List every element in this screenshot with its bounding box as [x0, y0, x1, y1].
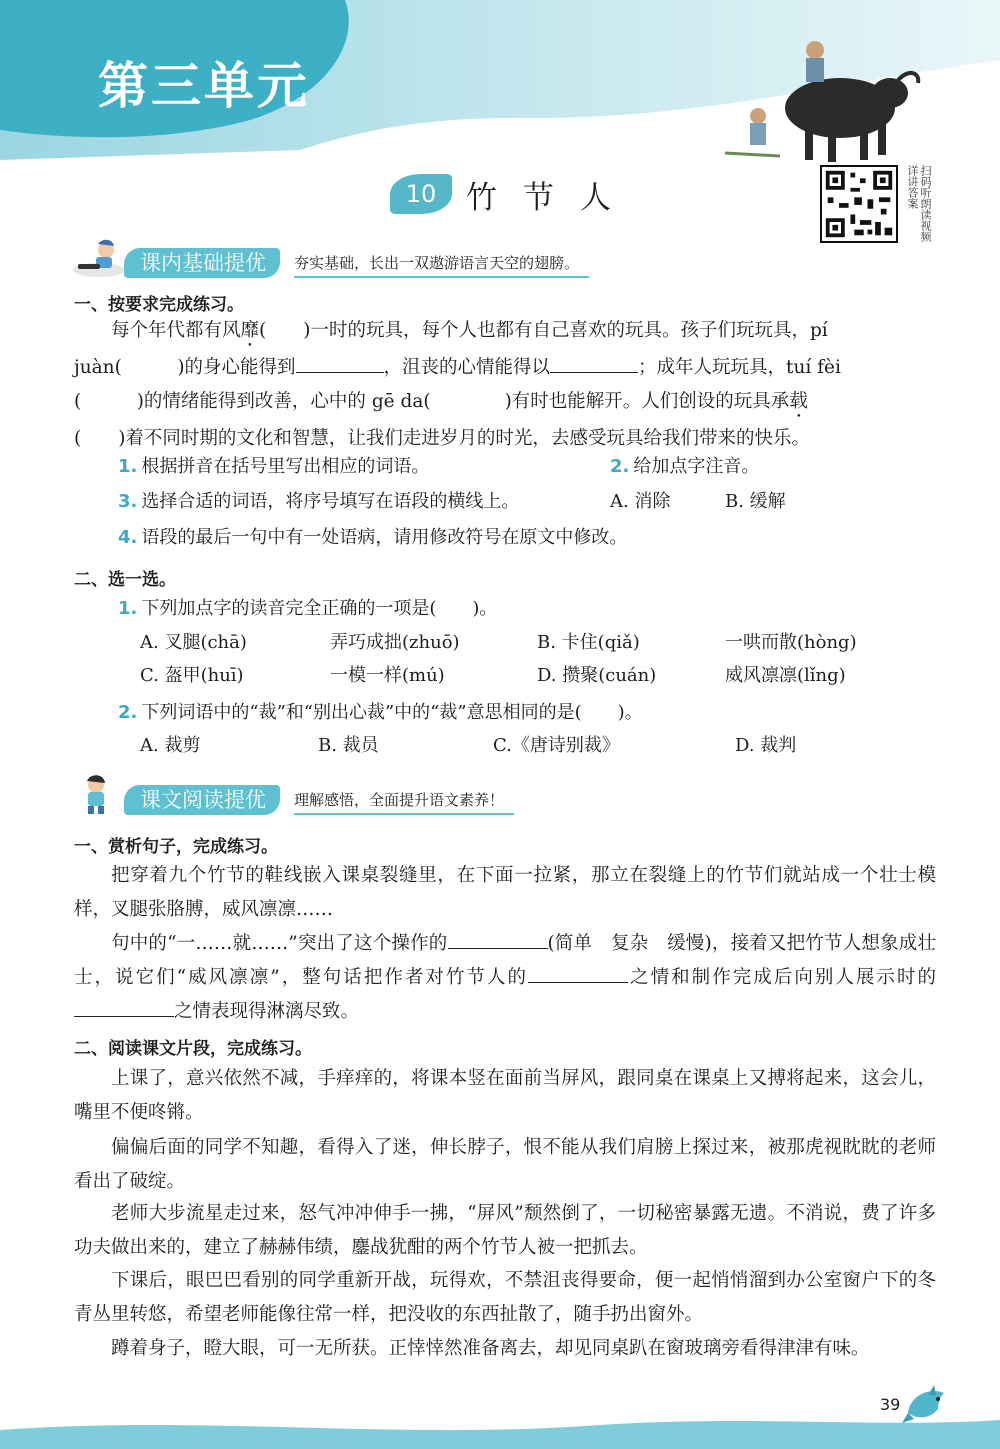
option-c[interactable]: C. 盔甲(huī) — [140, 665, 244, 686]
question-text: 语段的最后一句中有一处语病，请用修改符号在原文中修改。 — [141, 527, 628, 548]
option-a-2: 弄巧成拙(zhuō) — [330, 632, 460, 653]
reading-paragraph: 偏偏后面的同学不知趣，看得入了迷，伸长脖子，恨不能从我们肩膀上探过来，被那虎视眈眈的老师看出了破绽。 — [74, 1137, 936, 1192]
option-a[interactable]: A. 消除 — [610, 491, 671, 512]
question-text: 下列加点字的读音完全正确的一项是( )。 — [141, 598, 498, 619]
reading-paragraph: 下课后，眼巴巴看别的同学重新开战，玩得欢，不禁沮丧得要命，便一起悄悄溜到办公室窗户下的冬青丛里转悠，希望老师能像往常一样，把没收的东西扯散了，随手扔出窗外。 — [74, 1270, 936, 1325]
answer-blank[interactable] — [296, 351, 384, 373]
lesson-title — [390, 172, 637, 216]
option-b[interactable]: B. 卡住(qiǎ) — [537, 632, 640, 653]
exercise-heading: 一、按要求完成练习。 — [74, 295, 244, 315]
question-number: 2. — [118, 702, 138, 723]
buffalo-illustration-icon — [720, 28, 925, 168]
question-number: 2. — [610, 456, 630, 477]
section-banner-reading — [70, 775, 514, 815]
reading-paragraph: 蹲着身子，瞪大眼，可一无所获。正悻悻然准备离去，却见同桌趴在窗玻璃旁看得津津有味。 — [111, 1338, 870, 1359]
question-item — [118, 525, 627, 551]
answer-blank[interactable] — [74, 995, 174, 1017]
unit-title: 第三单元 — [98, 57, 310, 115]
question-item — [118, 596, 497, 622]
section-banner-basics — [70, 238, 589, 278]
passage-text: (简单 复杂 缓慢)，接着又把竹节人想象成壮士，说它们“威风凛凛”，整句话把作者对竹节人的 — [74, 933, 937, 988]
quoted-sentence: 把穿着九个竹节的鞋线嵌入课桌裂缝里，在下面一拉紧，那立在裂缝上的竹节们就站成一个壮士模样，叉腿张胳膊，威风凛凛…… — [74, 865, 936, 920]
question-item — [118, 454, 429, 480]
section-label-basics: 课内基础提优 — [124, 248, 280, 278]
lesson-name: 竹节人 — [466, 179, 637, 216]
mascot-icon — [70, 238, 128, 278]
answer-blank[interactable] — [528, 961, 628, 983]
reading-paragraph: 上课了，意兴依然不减，手痒痒的，将课本竖在面前当屏风，跟同桌在课桌上又搏将起来，这会儿，嘴里不便咚锵。 — [74, 1068, 936, 1123]
question-item — [610, 454, 759, 480]
qr-code-icon[interactable] — [820, 165, 898, 243]
section-label-reading: 课文阅读提优 — [124, 785, 280, 815]
option-b[interactable]: B. 缓解 — [725, 491, 786, 512]
question-text: 下列词语中的“裁”和“别出心裁”中的“裁”意思相同的是( )。 — [141, 702, 643, 723]
lesson-number: 10 — [390, 174, 452, 214]
question-number: 1. — [118, 598, 138, 619]
option-a[interactable]: A. 叉腿(chā) — [140, 632, 247, 653]
passage-text: ( )着不同时期的文化和智慧，让我们走进岁月的时光，去感受玩具给我们带来的快乐。 — [74, 428, 810, 449]
question-number: 3. — [118, 491, 138, 512]
page-number: 39 — [880, 1395, 901, 1414]
exercise-heading: 一、赏析句子，完成练习。 — [74, 837, 278, 857]
exercise-passage — [74, 314, 936, 456]
answer-blank[interactable] — [550, 351, 638, 373]
passage-text: 之情表现得淋漓尽致。 — [174, 1001, 360, 1022]
analysis-paragraph — [74, 927, 936, 1029]
exercise-heading: 二、选一选。 — [74, 570, 176, 590]
question-text: 选择合适的词语，将序号填写在语段的横线上。 — [141, 491, 520, 512]
passage-text: ，沮丧的心情能得以 — [383, 357, 551, 378]
mascot-icon — [70, 775, 128, 815]
option-c-2: 一模一样(mú) — [330, 665, 445, 686]
passage-text: 句中的“一……就……”突出了这个操作的 — [111, 933, 448, 954]
passage-text: juàn( )的身心能得到 — [74, 357, 296, 378]
option-d-2: 威风凛凛(lǐng) — [725, 665, 846, 686]
option-c[interactable]: C.《唐诗别裁》 — [493, 735, 620, 756]
option-d[interactable]: D. 裁判 — [735, 735, 797, 756]
passage-text: ；成年人玩玩具，tuí fèi — [638, 357, 841, 378]
reading-paragraph: 老师大步流星走过来，怒气冲冲伸手一拂，“屏风”颓然倒了，一切秘密暴露无遗。不消说，费了许多功夫做出来的，建立了赫赫伟绩，鏖战犹酣的两个竹节人被一把抓去。 — [74, 1203, 936, 1258]
passage-text: 每个年代都有风 — [111, 320, 241, 341]
dotted-char: 靡 — [240, 320, 260, 341]
question-number: 1. — [118, 456, 138, 477]
answer-blank[interactable] — [448, 927, 548, 949]
option-d[interactable]: D. 攒聚(cuán) — [537, 665, 657, 686]
section-motto-reading: 理解感悟，全面提升语文素养！ — [294, 787, 514, 815]
option-b[interactable]: B. 裁员 — [318, 735, 379, 756]
dotted-char: 载 — [789, 391, 808, 412]
question-item — [118, 489, 519, 515]
passage-text: ( )的情绪能得到改善，心中的 gē da( )有时也能解开。人们创设的玩具承 — [74, 391, 790, 412]
footer-wave — [0, 1410, 1000, 1449]
section-motto-basics: 夯实基础，长出一双遨游语言天空的翅膀。 — [294, 250, 589, 278]
option-b-2: 一哄而散(hòng) — [725, 632, 857, 653]
dolphin-icon — [900, 1383, 952, 1431]
question-item — [118, 700, 643, 726]
passage-text: ( )一时的玩具，每个人也都有自己喜欢的玩具。孩子们玩玩具，pí — [259, 320, 828, 341]
question-number: 4. — [118, 527, 138, 548]
option-a[interactable]: A. 裁剪 — [140, 735, 201, 756]
passage-text: 之情和制作完成后向别人展示时的 — [628, 967, 936, 988]
question-text: 根据拼音在括号里写出相应的词语。 — [141, 456, 430, 477]
qr-caption: 扫码听朗读视频详讲答案 — [906, 165, 932, 242]
exercise-heading: 二、阅读课文片段，完成练习。 — [74, 1039, 312, 1059]
question-text: 给加点字注音。 — [633, 456, 760, 477]
